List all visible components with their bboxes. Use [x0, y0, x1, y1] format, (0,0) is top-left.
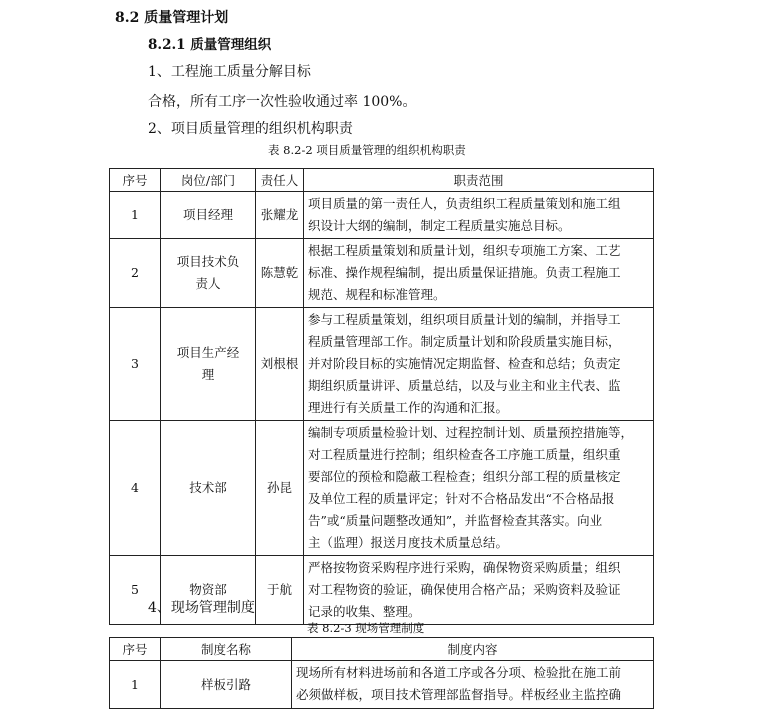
row-person: 刘根根 [256, 308, 304, 421]
table-row [110, 192, 654, 239]
column-header: 职责范围 [304, 169, 654, 192]
row-person: 张耀龙 [256, 192, 304, 239]
content-line: 现场所有材料进场前和各道工序或各分项、检验批在施工前 [296, 665, 622, 680]
row-person: 于航 [256, 556, 304, 625]
duty-line: 严格按物资采购程序进行采购，确保物资采购质量；组织 [308, 560, 621, 575]
table-row [110, 239, 654, 308]
column-header: 岗位/部门 [161, 169, 256, 192]
duty-line: 项目质量的第一责任人，负责组织工程质量策划和施工组 [308, 196, 621, 211]
duty-line: 对工程物资的验证，确保使用合格产品；采购资料及验证 [308, 582, 621, 597]
table-site-management [109, 637, 654, 709]
duty-line: 并对阶段目标的实施情况定期监督、检查和总结；负责定 [308, 356, 621, 371]
column-header: 序号 [110, 638, 161, 661]
column-header: 制度名称 [161, 638, 292, 661]
duty-line: 织设计大纲的编制，制定工程质量实施总目标。 [308, 218, 571, 233]
table-row [110, 421, 654, 556]
duty-line: 规范、规程和标准管理。 [308, 287, 446, 302]
item4-heading: 4、现场管理制度 [148, 600, 255, 616]
table1-caption: 表 8.2-2 项目质量管理的组织机构职责 [268, 143, 466, 157]
duty-line: 程质量管理部工作。制定质量计划和阶段质量实施目标， [308, 334, 621, 349]
row-number: 2 [110, 239, 161, 308]
row-duty [304, 192, 654, 239]
row-position: 项目经理 [161, 192, 256, 239]
duty-line: 参与工程质量策划，组织项目质量计划的编制，并指导工 [308, 312, 621, 327]
column-header: 责任人 [256, 169, 304, 192]
row-duty [304, 308, 654, 421]
row-number: 5 [110, 556, 161, 625]
duty-line: 编制专项质量检验计划、过程控制计划、质量预控措施等， [308, 425, 634, 440]
duty-line: 理进行有关质量工作的沟通和汇报。 [308, 400, 509, 415]
table-header-row [110, 169, 654, 192]
row-number: 4 [110, 421, 161, 556]
duty-line: 根据工程质量策划和质量计划，组织专项施工方案、工艺 [308, 243, 621, 258]
position-line: 理 [201, 367, 215, 382]
row-position [161, 308, 256, 421]
content-line: 必须做样板，项目技术管理部监督指导。样板经业主监控确 [296, 687, 622, 702]
row-duty [304, 239, 654, 308]
row-policy-name: 样板引路 [161, 661, 292, 709]
row-policy-content [292, 661, 654, 709]
row-number: 1 [110, 661, 161, 709]
duty-line: 对工程质量进行控制；组织检查各工序施工质量，组织重 [308, 447, 621, 462]
table-row [110, 661, 654, 709]
table-duties [109, 168, 654, 625]
duty-line: 主（监理）报送月度技术质量总结。 [308, 535, 509, 550]
row-number: 1 [110, 192, 161, 239]
duty-line: 要部位的预检和隐蔽工程检查；组织分部工程的质量核定 [308, 469, 621, 484]
row-number: 3 [110, 308, 161, 421]
table-header-row [110, 638, 654, 661]
duty-line: 期组织质量讲评、质量总结，以及与业主和业主代表、监 [308, 378, 621, 393]
subsection-title: 8.2.1 质量管理组织 [148, 37, 272, 53]
position-line: 项目技术负 [176, 254, 240, 269]
duty-line: 记录的收集、整理。 [308, 604, 421, 619]
row-position: 物资部 [161, 556, 256, 625]
position-line: 责人 [195, 276, 221, 291]
item1-heading: 1、工程施工质量分解目标 [148, 64, 311, 80]
item1-text: 合格，所有工序一次性验收通过率 100%。 [148, 94, 417, 110]
duty-line: 标准、操作规程编制，提出质量保证措施。负责工程施工 [308, 265, 621, 280]
row-person: 陈慧乾 [256, 239, 304, 308]
row-duty [304, 556, 654, 625]
column-header: 制度内容 [292, 638, 654, 661]
table2-caption: 表 8.2-3 现场管理制度 [307, 621, 425, 635]
section-title: 8.2 质量管理计划 [115, 10, 229, 26]
item2-heading: 2、项目质量管理的组织机构职责 [148, 121, 353, 137]
row-person: 孙昆 [256, 421, 304, 556]
row-duty [304, 421, 654, 556]
row-position [161, 239, 256, 308]
duty-line: 及单位工程的质量评定；针对不合格品发出“不合格品报 [308, 491, 615, 506]
duty-line: 告”或“质量问题整改通知”，并监督检查其落实。向业 [308, 513, 603, 528]
row-position: 技术部 [161, 421, 256, 556]
column-header: 序号 [110, 169, 161, 192]
table-row [110, 308, 654, 421]
position-line: 项目生产经 [176, 345, 240, 360]
